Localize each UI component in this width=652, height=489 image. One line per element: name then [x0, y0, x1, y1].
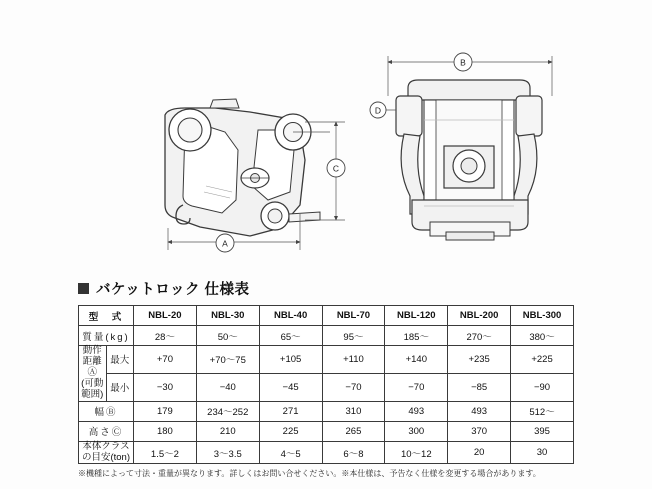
cell-height-4: 300 [385, 421, 448, 441]
header-col-0: NBL-20 [134, 306, 197, 326]
cell-class-6: 30 [511, 441, 574, 464]
row-sublabel-min: 最小 [106, 373, 134, 401]
row-label-stroke [79, 346, 107, 402]
spec-section [0, 272, 652, 489]
row-label-class: 本体クラスの目安(ton) [79, 441, 134, 464]
cell-max-4: +140 [385, 346, 448, 374]
cell-max-1: +70～75 [196, 346, 259, 374]
spec-table [78, 305, 574, 464]
spec-notes: ※機種によって寸法・重量が異なります。詳しくはお問い合せください。※本仕様は、予告なく仕様を変更する場合があります。 [78, 469, 541, 479]
cell-height-2: 225 [259, 421, 322, 441]
cell-min-0: −30 [134, 373, 197, 401]
cell-max-3: +110 [322, 346, 385, 374]
cell-max-6: +225 [511, 346, 574, 374]
square-bullet-icon [78, 283, 89, 294]
header-col-3: NBL-70 [322, 306, 385, 326]
cell-min-6: −90 [511, 373, 574, 401]
header-col-5: NBL-200 [448, 306, 511, 326]
row-label-width: 幅Ⓑ [79, 401, 134, 421]
row-label-stroke-line1: 動作距離Ⓐ [82, 345, 102, 378]
table-row [79, 401, 574, 421]
cell-mass-1: 50～ [196, 326, 259, 346]
cell-height-6: 395 [511, 421, 574, 441]
cell-width-4: 493 [385, 401, 448, 421]
header-col-1: NBL-30 [196, 306, 259, 326]
cell-min-4: −70 [385, 373, 448, 401]
table-row [79, 421, 574, 441]
cell-max-0: +70 [134, 346, 197, 374]
cell-height-0: 180 [134, 421, 197, 441]
cell-class-5: 20 [448, 441, 511, 464]
header-col-6: NBL-300 [511, 306, 574, 326]
cell-class-4: 10～12 [385, 441, 448, 464]
row-label-height: 高さⒸ [79, 421, 134, 441]
cell-height-3: 265 [322, 421, 385, 441]
cell-max-2: +105 [259, 346, 322, 374]
cell-width-2: 271 [259, 401, 322, 421]
cell-width-0: 179 [134, 401, 197, 421]
table-row [79, 326, 574, 346]
cell-max-5: +235 [448, 346, 511, 374]
cell-width-6: 512～ [511, 401, 574, 421]
table-row [79, 346, 574, 374]
cell-min-5: −85 [448, 373, 511, 401]
spec-title-row [78, 278, 652, 299]
cell-mass-2: 65～ [259, 326, 322, 346]
cell-width-1: 234～252 [196, 401, 259, 421]
spec-title: バケットロック 仕様表 [96, 282, 250, 298]
row-sublabel-max: 最大 [106, 346, 134, 374]
cell-min-2: −45 [259, 373, 322, 401]
cell-height-5: 370 [448, 421, 511, 441]
cell-class-2: 4～5 [259, 441, 322, 464]
cell-width-3: 310 [322, 401, 385, 421]
table-row [79, 441, 574, 464]
row-label-mass: 質量(kg) [79, 326, 134, 346]
svg-text:D: D [374, 105, 382, 116]
cell-class-1: 3～3.5 [196, 441, 259, 464]
cell-class-3: 6～8 [322, 441, 385, 464]
cell-min-3: −70 [322, 373, 385, 401]
cell-mass-0: 28～ [134, 326, 197, 346]
row-label-stroke-line2: (可動範囲) [81, 377, 104, 400]
cell-height-1: 210 [196, 421, 259, 441]
cell-class-0: 1.5～2 [134, 441, 197, 464]
cell-min-1: −40 [196, 373, 259, 401]
header-col-4: NBL-120 [385, 306, 448, 326]
header-model-label: 型 式 [79, 306, 134, 326]
cell-mass-6: 380～ [511, 326, 574, 346]
table-row [79, 373, 574, 401]
table-header-row [79, 306, 574, 326]
side-view-drawing [165, 99, 320, 236]
front-view-drawing [396, 80, 542, 240]
header-col-2: NBL-40 [259, 306, 322, 326]
cell-mass-4: 185～ [385, 326, 448, 346]
cell-width-5: 493 [448, 401, 511, 421]
svg-text:C: C [332, 163, 340, 174]
cell-mass-5: 270～ [448, 326, 511, 346]
svg-text:A: A [222, 238, 228, 249]
svg-text:B: B [460, 57, 466, 68]
cell-mass-3: 95～ [322, 326, 385, 346]
